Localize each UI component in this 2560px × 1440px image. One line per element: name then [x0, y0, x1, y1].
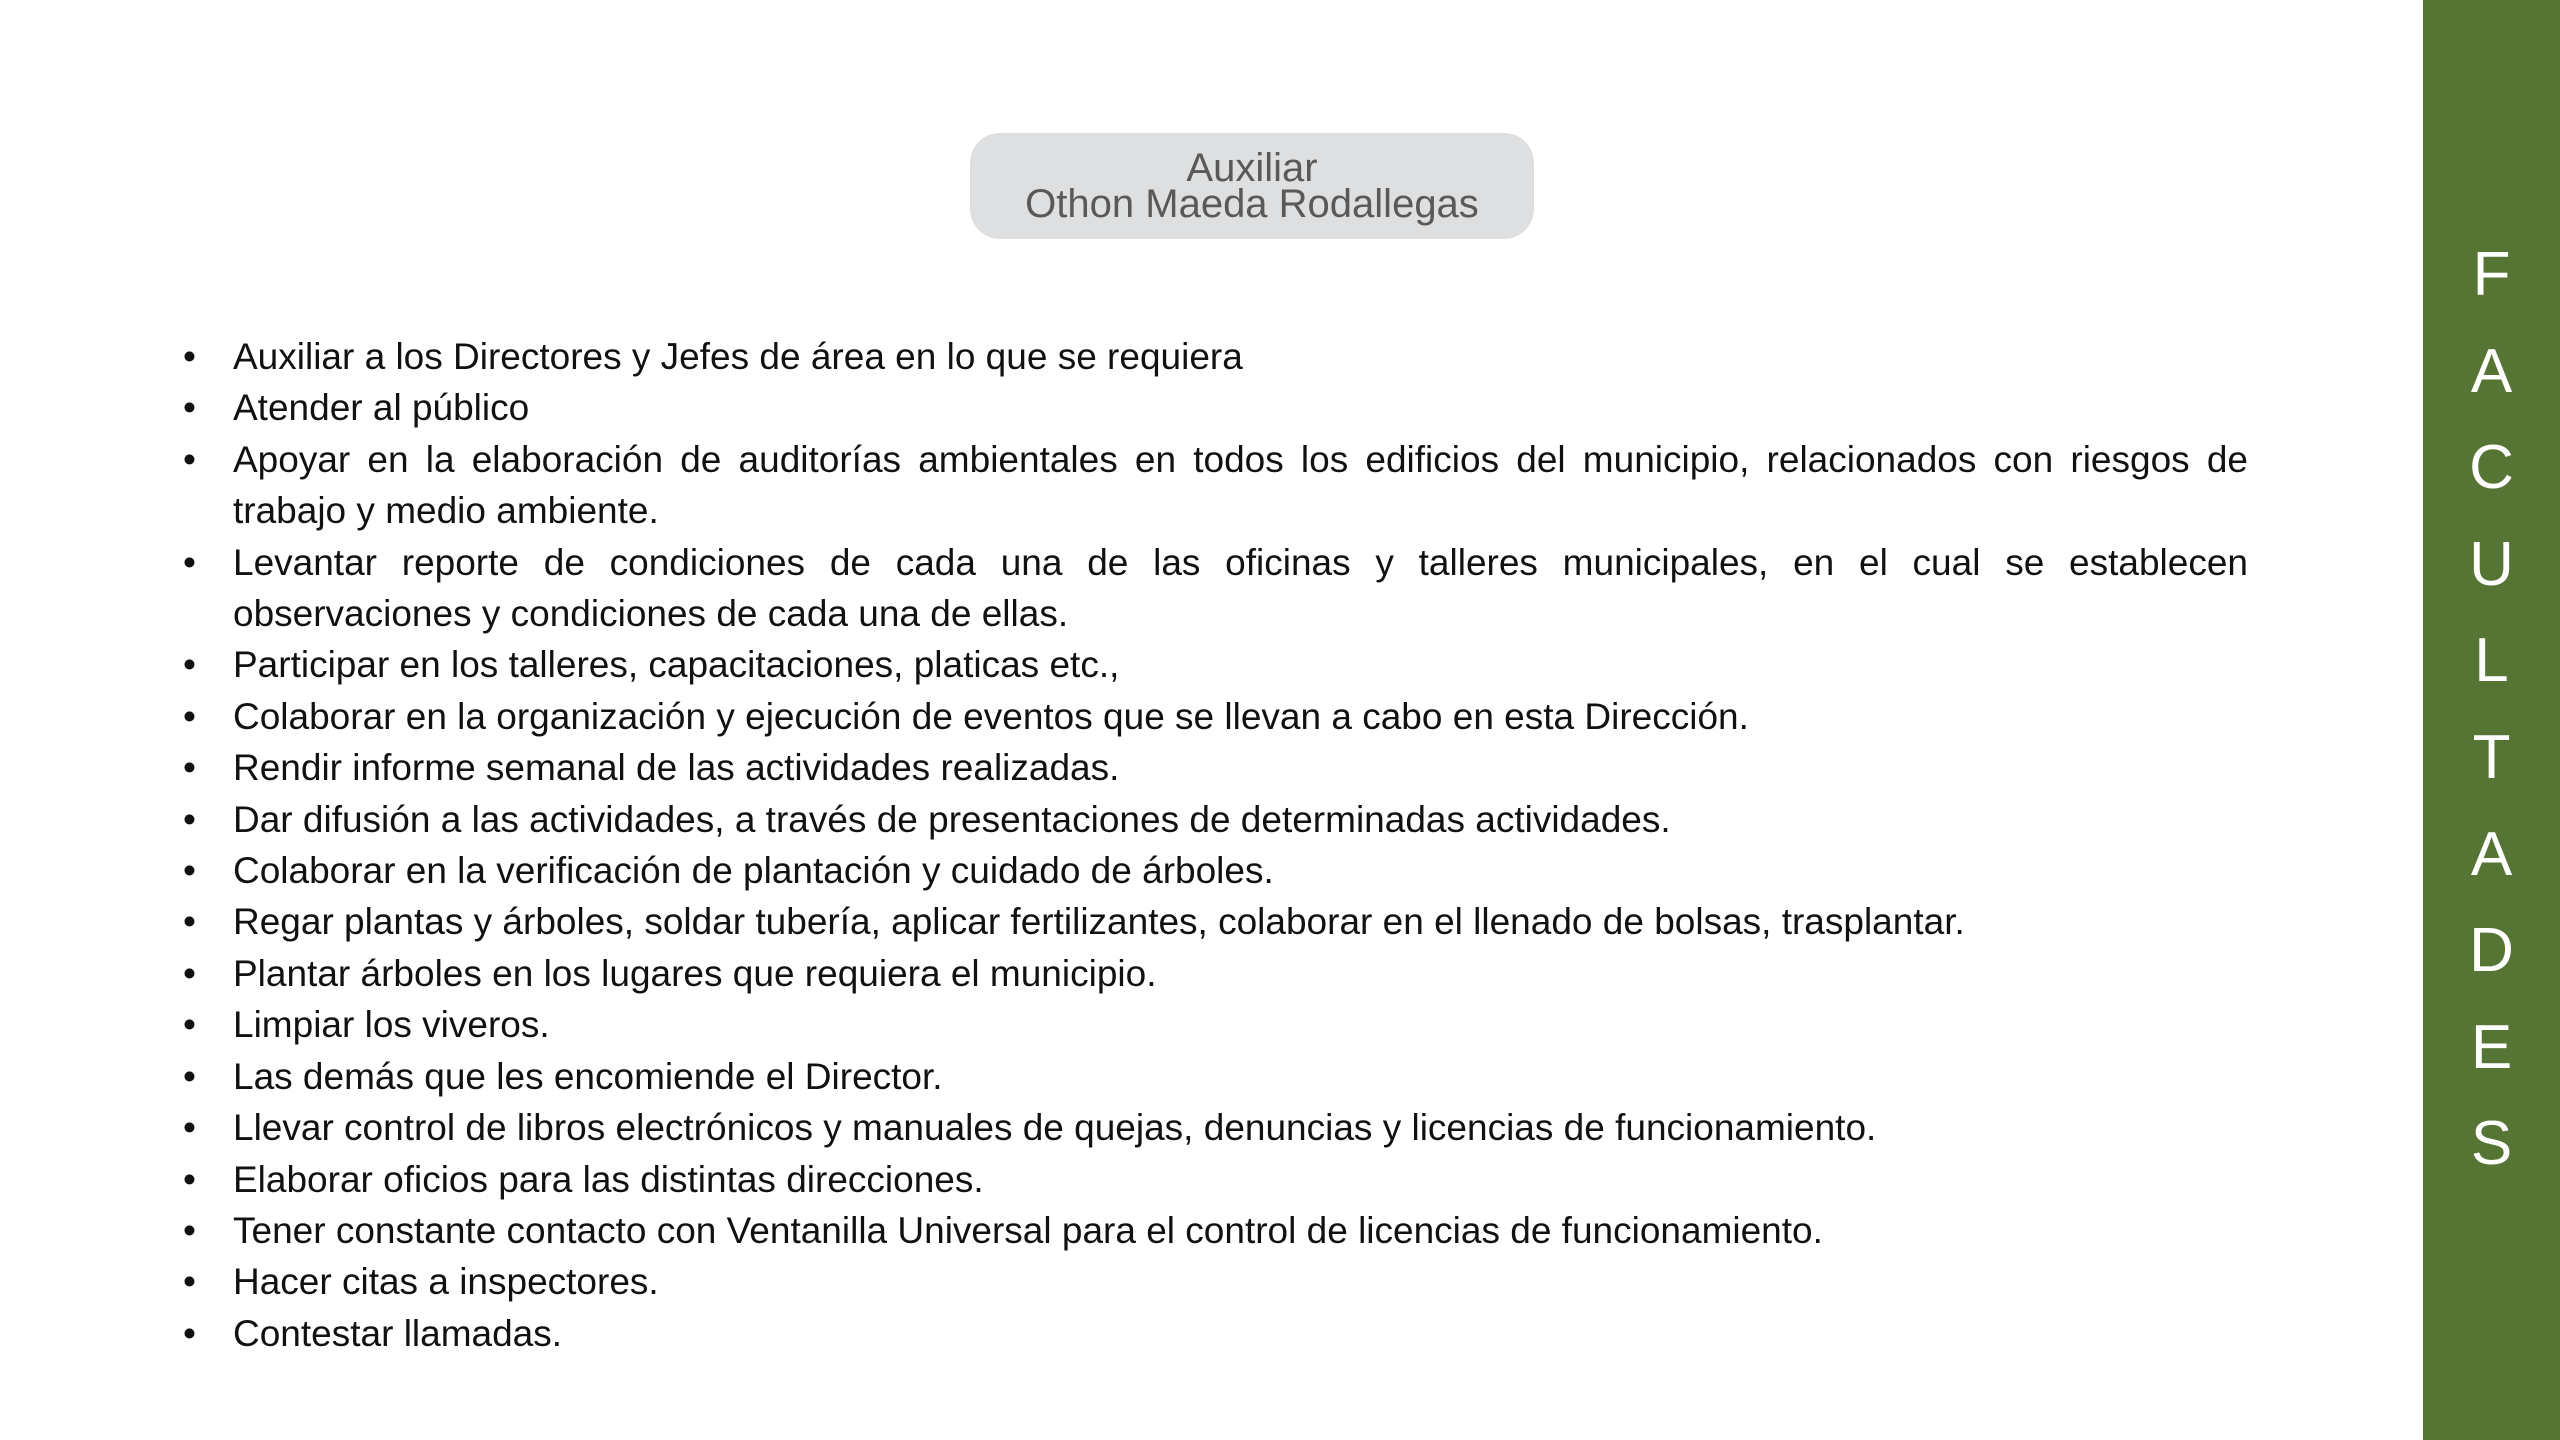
duty-item: • Tener constante contacto con Ventanilla Universal para el control de licencias de funcionamiento.	[180, 1205, 2248, 1256]
duty-item: • Contestar llamadas.	[180, 1308, 2248, 1359]
duties-list	[180, 331, 2248, 1359]
position-role: Auxiliar	[1186, 146, 1318, 190]
side-letter: A	[2470, 336, 2513, 406]
duty-item: • Hacer citas a inspectores.	[180, 1256, 2248, 1307]
duty-item: • Atender al público	[180, 382, 2248, 433]
position-title-box	[970, 133, 1534, 239]
side-letter: A	[2470, 819, 2513, 889]
side-letter: T	[2472, 722, 2511, 792]
duty-item: • Colaborar en la organización y ejecución de eventos que se llevan a cabo en esta Dirección.	[180, 691, 2248, 742]
side-letter: S	[2470, 1109, 2513, 1179]
side-label-facultades	[2423, 227, 2560, 1193]
duty-item: • Llevar control de libros electrónicos y manuales de quejas, denuncias y licencias de funcionamiento.	[180, 1102, 2248, 1153]
side-letter: F	[2472, 240, 2511, 309]
duty-item: • Participar en los talleres, capacitaciones, platicas etc.,	[180, 639, 2248, 690]
side-letter: U	[2469, 529, 2514, 599]
duty-item: • Auxiliar a los Directores y Jefes de área en lo que se requiera	[180, 331, 2248, 382]
side-letter: C	[2469, 433, 2514, 503]
duty-item: • Levantar reporte de condiciones de cada una de las oficinas y talleres municipales, en el cual se establecen observaciones y condiciones de cada una de ellas.	[180, 537, 2248, 640]
duty-item: • Regar plantas y árboles, soldar tubería, aplicar fertilizantes, colaborar en el llenado de bolsas, trasplantar.	[180, 896, 2248, 947]
duty-item: • Limpiar los viveros.	[180, 999, 2248, 1050]
employee-name: Othon Maeda Rodallegas	[1025, 182, 1479, 226]
duty-item: • Plantar árboles en los lugares que requiera el municipio.	[180, 948, 2248, 999]
duty-item: • Rendir informe semanal de las actividades realizadas.	[180, 742, 2248, 793]
duty-item: • Las demás que les encomiende el Director.	[180, 1051, 2248, 1102]
duty-item: • Dar difusión a las actividades, a través de presentaciones de determinadas actividades.	[180, 794, 2248, 845]
side-letter: D	[2469, 916, 2514, 986]
duty-item: • Apoyar en la elaboración de auditorías ambientales en todos los edificios del municipio, relacionados con riesgos de trabajo y medio ambiente.	[180, 434, 2248, 537]
duty-item: • Elaborar oficios para las distintas direcciones.	[180, 1154, 2248, 1205]
duty-item: • Colaborar en la verificación de plantación y cuidado de árboles.	[180, 845, 2248, 896]
side-band	[2423, 0, 2560, 1440]
side-letter: E	[2470, 1012, 2513, 1082]
side-letter: L	[2474, 626, 2509, 696]
